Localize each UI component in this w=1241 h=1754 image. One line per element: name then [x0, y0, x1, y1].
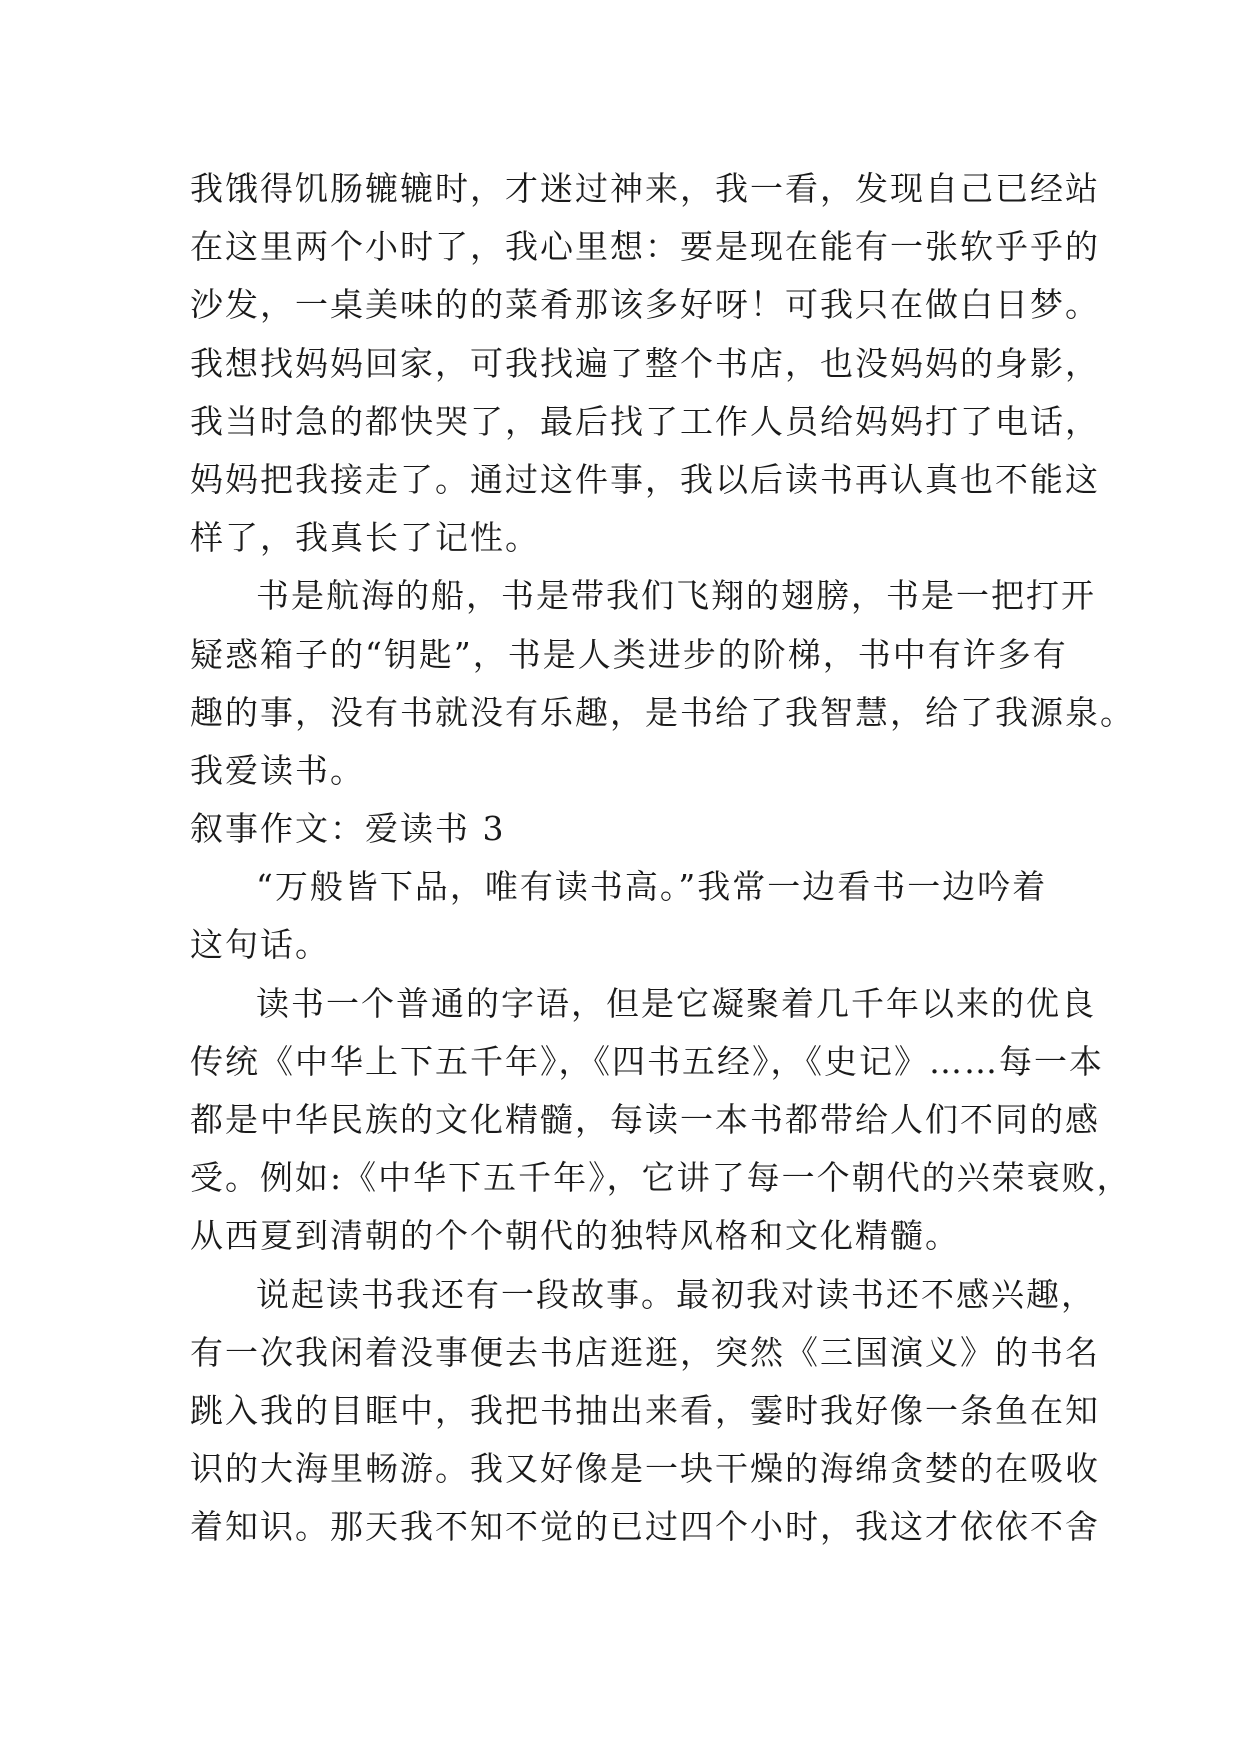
text-line: 我饿得饥肠辘辘时，才迷过神来，我一看，发现自己已经站 — [190, 169, 1100, 208]
text-line: 我当时急的都快哭了，最后找了工作人员给妈妈打了电话， — [190, 401, 1100, 441]
text-line: 有一次我闲着没事便去书店逛逛，突然《三国演义》的书名 — [190, 1332, 1100, 1372]
text-line: 样了，我真长了记性。 — [190, 518, 540, 558]
text-line: 趣的事，没有书就没有乐趣，是书给了我智慧，给了我源泉。 — [190, 692, 1135, 732]
paragraph-start-line: 读书一个普通的字语，但是它凝聚着几千年以来的优良 — [256, 983, 1096, 1023]
text-line: 从西夏到清朝的个个朝代的独特风格和文化精髓。 — [190, 1216, 960, 1256]
text-line: 沙发，一桌美味的的菜肴那该多好呀！可我只在做白日梦。 — [190, 285, 1100, 325]
text-line: 着知识。那天我不知不觉的已过四个小时，我这才依依不舍 — [190, 1507, 1100, 1547]
paragraph-start-line: “万般皆下品，唯有读书高。”我常一边看书一边吟着 — [256, 867, 1048, 907]
text-line: 妈妈把我接走了。通过这件事，我以后读书再认真也不能这 — [190, 459, 1100, 499]
text-line: 都是中华民族的文化精髓，每读一本书都带给人们不同的感 — [190, 1100, 1100, 1139]
text-line: 传统《中华上下五千年》，《四书五经》，《史记》……每一本 — [190, 1041, 1104, 1081]
section-heading: 叙事作文：爱读书 3 — [190, 809, 506, 849]
text-line: 在这里两个小时了，我心里想：要是现在能有一张软乎乎的 — [190, 227, 1100, 267]
text-line: 疑惑箱子的“钥匙”，书是人类进步的阶梯，书中有许多有 — [190, 634, 1068, 674]
paragraph-start-line: 说起读书我还有一段故事。最初我对读书还不感兴趣， — [256, 1274, 1096, 1314]
text-line: 我想找妈妈回家，可我找遍了整个书店，也没妈妈的身影， — [190, 343, 1100, 383]
text-line: 我爱读书。 — [190, 750, 365, 790]
text-line: 这句话。 — [190, 925, 330, 965]
text-line: 受。例如:《中华下五千年》，它讲了每一个朝代的兴荣衰败， — [190, 1158, 1132, 1198]
text-line: 跳入我的目眶中，我把书抽出来看，霎时我好像一条鱼在知 — [190, 1390, 1100, 1430]
text-line: 识的大海里畅游。我又好像是一块干燥的海绵贪婪的在吸收 — [190, 1449, 1100, 1489]
essay-body — [190, 160, 1135, 1557]
paragraph-start-line: 书是航海的船，书是带我们飞翔的翅膀，书是一把打开 — [256, 576, 1096, 616]
